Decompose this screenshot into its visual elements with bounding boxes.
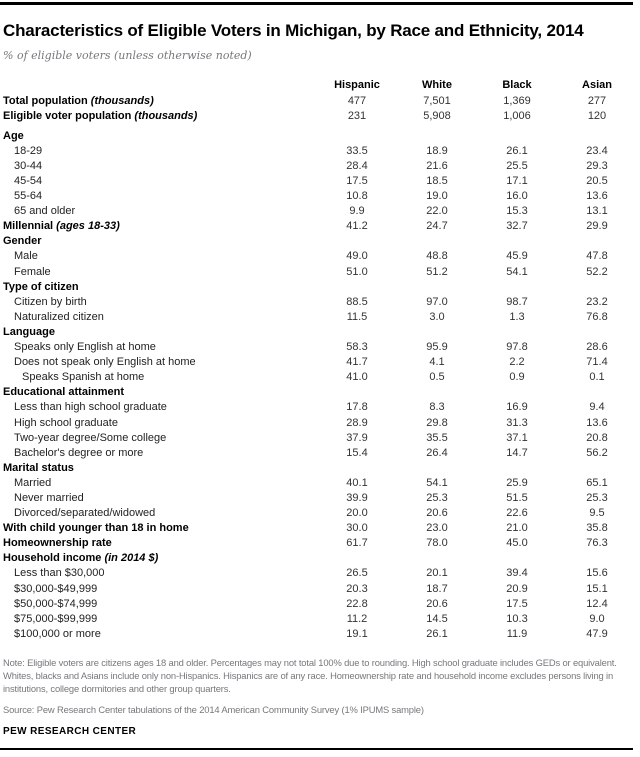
cell-value: 52.2 bbox=[586, 265, 608, 278]
table-row bbox=[3, 160, 637, 175]
row-label: 55-64 bbox=[14, 190, 43, 203]
cell-value: 17.5 bbox=[506, 597, 528, 610]
table-row bbox=[3, 552, 637, 567]
table-row bbox=[3, 417, 637, 432]
cell-value: 0.5 bbox=[429, 371, 445, 384]
row-label: $75,000-$99,999 bbox=[14, 612, 98, 625]
row-label: Millennial (ages 18-33) bbox=[3, 220, 120, 233]
table-row bbox=[3, 110, 637, 125]
cell-value: 28.4 bbox=[346, 159, 368, 172]
cell-value: 9.9 bbox=[349, 205, 365, 218]
cell-value: 58.3 bbox=[346, 341, 368, 354]
cell-value: 26.1 bbox=[426, 627, 448, 640]
row-label: Language bbox=[3, 325, 55, 338]
cell-value: 1,369 bbox=[503, 94, 531, 107]
cell-value: 71.4 bbox=[586, 356, 608, 369]
cell-value: 24.7 bbox=[426, 220, 448, 233]
column-header-asian: Asian bbox=[582, 78, 612, 91]
table-row bbox=[3, 628, 637, 643]
row-label: Citizen by birth bbox=[14, 295, 87, 308]
cell-value: 29.3 bbox=[586, 159, 608, 172]
cell-value: 2.2 bbox=[509, 356, 525, 369]
cell-value: 120 bbox=[587, 109, 607, 122]
cell-value: 19.0 bbox=[426, 190, 448, 203]
cell-value: 25.5 bbox=[506, 159, 528, 172]
row-label: Type of citizen bbox=[3, 280, 79, 293]
row-label: Household income (in 2014 $) bbox=[3, 552, 159, 565]
cell-value: 30.0 bbox=[346, 522, 368, 535]
table-row bbox=[3, 477, 637, 492]
cell-value: 11.5 bbox=[346, 310, 368, 323]
cell-value: 31.3 bbox=[506, 416, 528, 429]
table-row bbox=[3, 537, 637, 552]
row-label: 18-29 bbox=[14, 144, 43, 157]
table-row bbox=[3, 522, 637, 537]
row-label: 65 and older bbox=[14, 205, 76, 218]
row-label: Bachelor's degree or more bbox=[14, 446, 144, 459]
row-label: Naturalized citizen bbox=[14, 310, 104, 323]
cell-value: 20.0 bbox=[346, 507, 368, 520]
cell-value: 12.4 bbox=[586, 597, 608, 610]
table-header-row bbox=[3, 79, 637, 95]
table-row bbox=[3, 205, 637, 220]
row-label: 30-44 bbox=[14, 159, 43, 172]
cell-value: 20.8 bbox=[586, 431, 608, 444]
cell-value: 88.5 bbox=[346, 295, 368, 308]
cell-value: 32.7 bbox=[506, 220, 528, 233]
cell-value: 21.6 bbox=[426, 159, 448, 172]
row-label: Speaks only English at home bbox=[14, 341, 156, 354]
row-label: Never married bbox=[14, 491, 84, 504]
cell-value: 40.1 bbox=[346, 476, 368, 489]
cell-value: 95.9 bbox=[426, 341, 448, 354]
cell-value: 29.9 bbox=[586, 220, 608, 233]
cell-value: 65.1 bbox=[586, 476, 608, 489]
cell-value: 15.4 bbox=[346, 446, 368, 459]
row-label: Divorced/separated/widowed bbox=[14, 507, 156, 520]
cell-value: 21.0 bbox=[506, 522, 528, 535]
cell-value: 15.3 bbox=[506, 205, 528, 218]
row-label: Eligible voter population (thousands) bbox=[3, 109, 198, 122]
cell-value: 18.5 bbox=[426, 175, 448, 188]
table-row bbox=[3, 175, 637, 190]
cell-value: 477 bbox=[347, 94, 367, 107]
cell-value: 51.2 bbox=[426, 265, 448, 278]
page-title: Characteristics of Eligible Voters in Michigan, by Race and Ethnicity, 2014 bbox=[3, 21, 584, 40]
cell-value: 0.9 bbox=[509, 371, 525, 384]
cell-value: 11.9 bbox=[506, 627, 528, 640]
table-row bbox=[3, 145, 637, 160]
cell-value: 10.3 bbox=[506, 612, 528, 625]
table-row bbox=[3, 220, 637, 235]
row-label: $100,000 or more bbox=[14, 627, 101, 640]
cell-value: 0.1 bbox=[589, 371, 605, 384]
cell-value: 51.5 bbox=[506, 491, 528, 504]
cell-value: 35.5 bbox=[426, 431, 448, 444]
cell-value: 277 bbox=[587, 94, 607, 107]
cell-value: 47.9 bbox=[586, 627, 608, 640]
cell-value: 35.8 bbox=[586, 522, 608, 535]
cell-value: 78.0 bbox=[426, 537, 448, 550]
table-row bbox=[3, 598, 637, 613]
cell-value: 13.1 bbox=[586, 205, 608, 218]
bottom-rule bbox=[0, 748, 633, 750]
cell-value: 22.8 bbox=[346, 597, 368, 610]
row-label: Gender bbox=[3, 235, 42, 248]
column-header-black: Black bbox=[502, 78, 532, 91]
cell-value: 39.9 bbox=[346, 491, 368, 504]
cell-value: 231 bbox=[347, 109, 367, 122]
cell-value: 13.6 bbox=[586, 190, 608, 203]
table-row bbox=[3, 235, 637, 250]
cell-value: 61.7 bbox=[346, 537, 368, 550]
report-figure bbox=[3, 0, 637, 737]
cell-value: 17.5 bbox=[346, 175, 368, 188]
row-label: With child younger than 18 in home bbox=[3, 522, 189, 535]
table-row bbox=[3, 507, 637, 522]
cell-value: 7,501 bbox=[423, 94, 451, 107]
row-label: $30,000-$49,999 bbox=[14, 582, 98, 595]
cell-value: 26.1 bbox=[506, 144, 528, 157]
cell-value: 3.0 bbox=[429, 310, 445, 323]
cell-value: 23.2 bbox=[586, 295, 608, 308]
cell-value: 39.4 bbox=[506, 567, 528, 580]
table-row bbox=[3, 281, 637, 296]
table-row bbox=[3, 401, 637, 416]
cell-value: 4.1 bbox=[429, 356, 445, 369]
data-table bbox=[3, 79, 637, 643]
cell-value: 1.3 bbox=[509, 310, 525, 323]
row-label: 45-54 bbox=[14, 175, 43, 188]
row-label: High school graduate bbox=[14, 416, 118, 429]
cell-value: 20.5 bbox=[586, 175, 608, 188]
row-label: Male bbox=[14, 250, 38, 263]
cell-value: 97.8 bbox=[506, 341, 528, 354]
table-body bbox=[3, 95, 637, 643]
cell-value: 41.0 bbox=[346, 371, 368, 384]
table-row bbox=[3, 266, 637, 281]
row-label: Less than high school graduate bbox=[14, 401, 167, 414]
cell-value: 11.2 bbox=[346, 612, 368, 625]
cell-value: 9.0 bbox=[589, 612, 605, 625]
table-row bbox=[3, 371, 637, 386]
table-row bbox=[3, 95, 637, 110]
cell-value: 22.0 bbox=[426, 205, 448, 218]
cell-value: 54.1 bbox=[506, 265, 528, 278]
cell-value: 20.1 bbox=[426, 567, 448, 580]
source-text: Source: Pew Research Center tabulations of the 2014 American Community Survey (1% IPUMS sample) bbox=[3, 703, 424, 715]
row-label: Married bbox=[14, 476, 52, 489]
table-row bbox=[3, 462, 637, 477]
cell-value: 1,006 bbox=[503, 109, 531, 122]
column-header-white: White bbox=[422, 78, 452, 91]
table-row bbox=[3, 311, 637, 326]
cell-value: 15.1 bbox=[586, 582, 608, 595]
footer-brand: PEW RESEARCH CENTER bbox=[3, 725, 137, 737]
cell-value: 97.0 bbox=[426, 295, 448, 308]
cell-value: 25.9 bbox=[506, 476, 528, 489]
table-row bbox=[3, 386, 637, 401]
cell-value: 14.5 bbox=[426, 612, 448, 625]
cell-value: 41.2 bbox=[346, 220, 368, 233]
cell-value: 45.9 bbox=[506, 250, 528, 263]
row-label: Educational attainment bbox=[3, 386, 125, 399]
cell-value: 20.6 bbox=[426, 597, 448, 610]
table-row bbox=[3, 326, 637, 341]
row-label: Does not speak only English at home bbox=[14, 356, 196, 369]
table-row bbox=[3, 250, 637, 265]
cell-value: 37.1 bbox=[506, 431, 528, 444]
cell-value: 33.5 bbox=[346, 144, 368, 157]
row-label-qualifier: (thousands) bbox=[131, 109, 198, 122]
cell-value: 16.0 bbox=[506, 190, 528, 203]
row-label-qualifier: (ages 18-33) bbox=[53, 220, 120, 233]
cell-value: 51.0 bbox=[346, 265, 368, 278]
cell-value: 20.9 bbox=[506, 582, 528, 595]
table-row bbox=[3, 613, 637, 628]
cell-value: 17.1 bbox=[506, 175, 528, 188]
cell-value: 28.9 bbox=[346, 416, 368, 429]
table-row bbox=[3, 447, 637, 462]
cell-value: 5,908 bbox=[423, 109, 451, 122]
cell-value: 41.7 bbox=[346, 356, 368, 369]
cell-value: 76.8 bbox=[586, 310, 608, 323]
cell-value: 54.1 bbox=[426, 476, 448, 489]
table-row bbox=[3, 341, 637, 356]
row-label: Total population (thousands) bbox=[3, 94, 154, 107]
row-label-qualifier: (thousands) bbox=[87, 94, 154, 107]
cell-value: 9.5 bbox=[589, 507, 605, 520]
row-label: Homeownership rate bbox=[3, 537, 112, 550]
cell-value: 17.8 bbox=[346, 401, 368, 414]
cell-value: 47.8 bbox=[586, 250, 608, 263]
cell-value: 49.0 bbox=[346, 250, 368, 263]
cell-value: 20.3 bbox=[346, 582, 368, 595]
cell-value: 22.6 bbox=[506, 507, 528, 520]
cell-value: 18.7 bbox=[426, 582, 448, 595]
row-label-qualifier: (in 2014 $) bbox=[101, 552, 159, 565]
cell-value: 29.8 bbox=[426, 416, 448, 429]
column-header-hispanic: Hispanic bbox=[334, 78, 380, 91]
cell-value: 9.4 bbox=[589, 401, 605, 414]
table-row bbox=[3, 567, 637, 582]
table-row bbox=[3, 583, 637, 598]
cell-value: 25.3 bbox=[426, 491, 448, 504]
table-row bbox=[3, 492, 637, 507]
cell-value: 48.8 bbox=[426, 250, 448, 263]
cell-value: 18.9 bbox=[426, 144, 448, 157]
cell-value: 10.8 bbox=[346, 190, 368, 203]
row-label: Age bbox=[3, 129, 24, 142]
cell-value: 45.0 bbox=[506, 537, 528, 550]
table-row bbox=[3, 190, 637, 205]
cell-value: 20.6 bbox=[426, 507, 448, 520]
row-label: Marital status bbox=[3, 461, 74, 474]
row-label: Speaks Spanish at home bbox=[22, 371, 145, 384]
row-label: Two-year degree/Some college bbox=[14, 431, 167, 444]
cell-value: 76.3 bbox=[586, 537, 608, 550]
table-row bbox=[3, 432, 637, 447]
cell-value: 26.5 bbox=[346, 567, 368, 580]
cell-value: 25.3 bbox=[586, 491, 608, 504]
cell-value: 13.6 bbox=[586, 416, 608, 429]
row-label: Less than $30,000 bbox=[14, 567, 105, 580]
cell-value: 14.7 bbox=[506, 446, 528, 459]
cell-value: 23.4 bbox=[586, 144, 608, 157]
table-row bbox=[3, 296, 637, 311]
cell-value: 26.4 bbox=[426, 446, 448, 459]
row-label: Female bbox=[14, 265, 51, 278]
row-label: $50,000-$74,999 bbox=[14, 597, 98, 610]
page-subtitle: % of eligible voters (unless otherwise noted) bbox=[3, 48, 252, 62]
cell-value: 28.6 bbox=[586, 341, 608, 354]
cell-value: 23.0 bbox=[426, 522, 448, 535]
cell-value: 19.1 bbox=[346, 627, 368, 640]
cell-value: 98.7 bbox=[506, 295, 528, 308]
cell-value: 16.9 bbox=[506, 401, 528, 414]
cell-value: 37.9 bbox=[346, 431, 368, 444]
table-row bbox=[3, 130, 637, 145]
cell-value: 8.3 bbox=[429, 401, 445, 414]
table-row bbox=[3, 356, 637, 371]
note-text: Note: Eligible voters are citizens ages 18 and older. Percentages may not total 100% due to rounding. High school graduate includes GEDs or equivalent. Whites, blacks and Asians include only non-Hispanics. Hispanics are of any race. Homeownership rate and household income excludes persons living in institutions, college dormitories and other group quarters. bbox=[3, 656, 617, 694]
cell-value: 15.6 bbox=[586, 567, 608, 580]
cell-value: 56.2 bbox=[586, 446, 608, 459]
